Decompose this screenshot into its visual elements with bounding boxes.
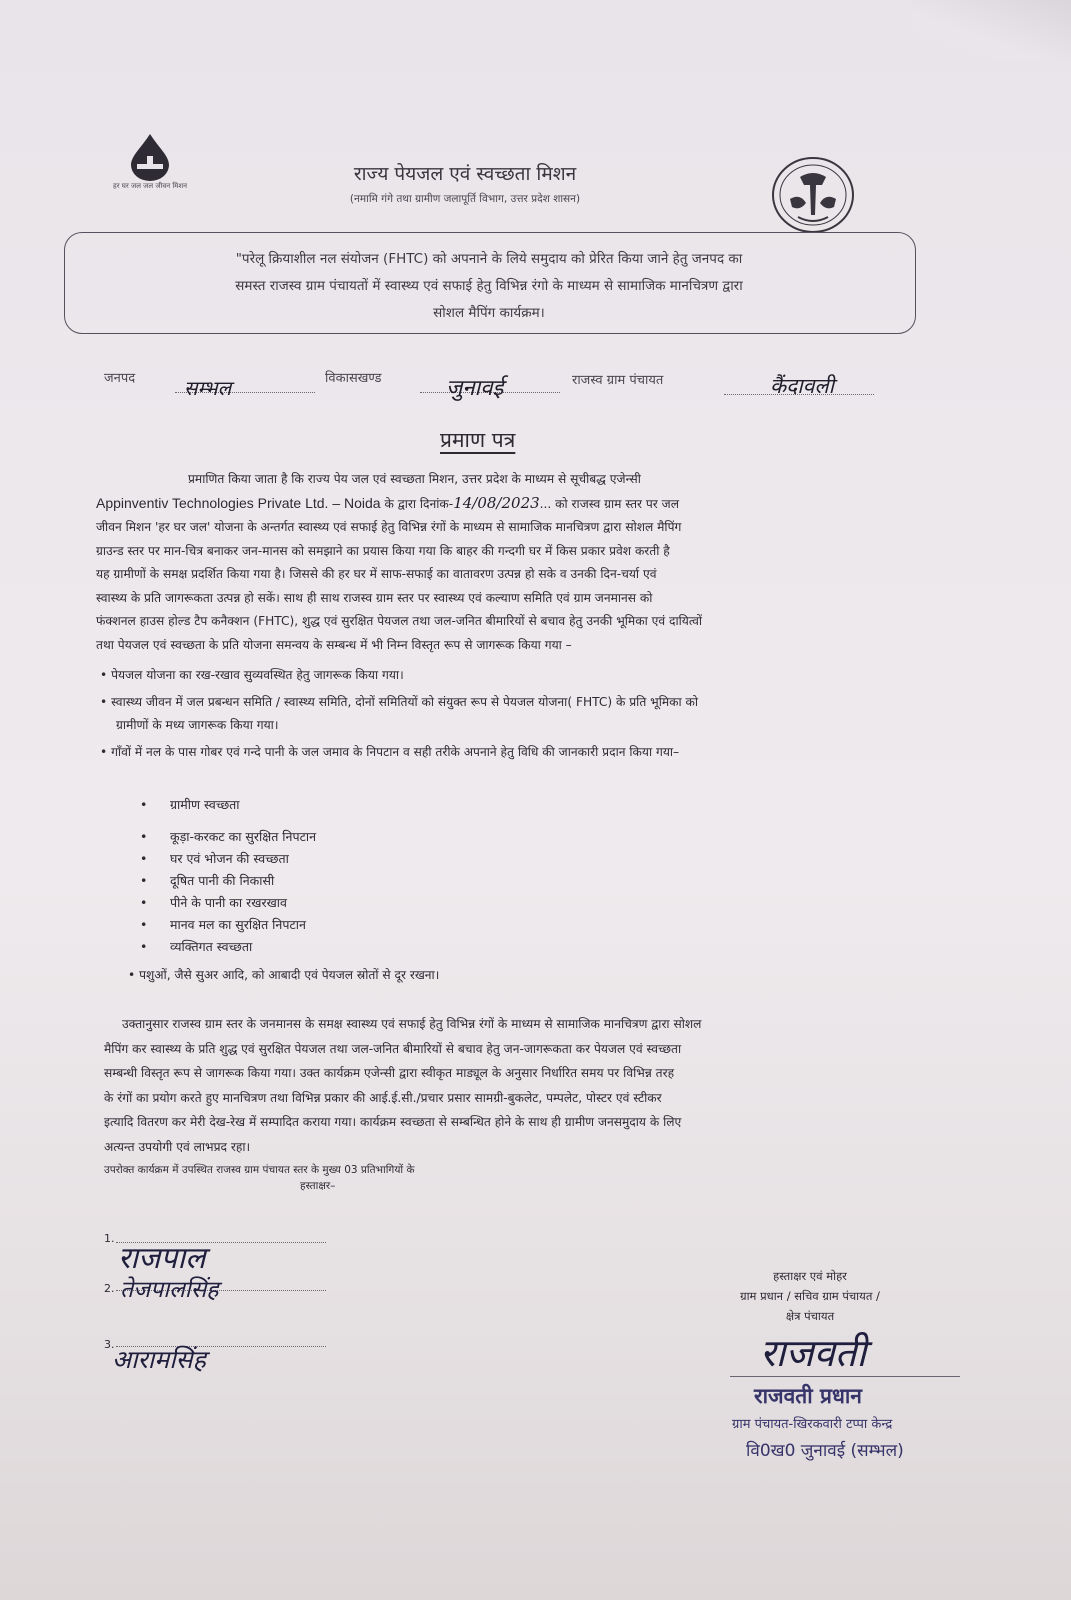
- participant-signature: आरामसिंह: [112, 1345, 206, 1374]
- pradhan-signature: राजवती: [760, 1331, 867, 1375]
- village-value: कैंदावली: [770, 374, 835, 398]
- pradhan-stamp-name: राजवती प्रधान: [754, 1384, 862, 1408]
- mission-title: राज्य पेयजल एवं स्वच्छता मिशन: [353, 163, 577, 185]
- district-value: सम्भल: [184, 376, 232, 400]
- participants-signature-heading: उपरोक्त कार्यक्रम में उपस्थित राजस्व ग्राम पंचायत स्तर के मुख्य 03 प्रतिभागियों के हस्ताक्षर–: [104, 1164, 415, 1192]
- agency-name: Appinventiv Technologies Private Ltd. – Noida: [96, 494, 381, 511]
- sanitation-topics-list: [140, 794, 640, 958]
- list-item: • व्यक्तिगत स्वच्छता: [140, 936, 640, 958]
- logo-caption: हर घर जल जल जीवन मिशन: [112, 182, 187, 190]
- block-label: विकासखण्ड: [325, 371, 382, 386]
- up-government-emblem: [770, 155, 856, 235]
- program-date: 14/08/2023: [453, 493, 540, 512]
- list-item: • दूषित पानी की निकासी: [140, 870, 640, 892]
- bullet-item: • पशुओं, जैसे सुअर आदि, को आबादी एवं पेयजल स्रोतों से दूर रखना।: [128, 968, 440, 982]
- signature-number: 1.: [104, 1232, 115, 1245]
- bullet-item: • गाँवों में नल के पास गोबर एवं गन्दे पानी के जल जमाव के निपटान व सही तरीके अपनाने हेतु विधि की जानकारी प्रदान किया गया–: [100, 745, 680, 759]
- participant-signature: राजपाल: [118, 1241, 206, 1276]
- program-title-text: "परेलू क्रियाशील नल संयोजन (FHTC) को अपनाने के लिये समुदाय को प्रेरित किया जाने हेतु जनपद का समस्त राजस्व ग्राम पंचायतों में स्वास्थ्य एवं सफाई हेतु विभिन्न रंगो के माध्यम से सामाजिक मानचित्रण द्वारा सोशल मैपिंग कार्यक्रम।: [235, 251, 743, 321]
- list-item: • घर एवं भोजन की स्वच्छता: [140, 848, 640, 870]
- certificate-title: प्रमाण पत्र: [440, 428, 516, 452]
- list-item: • पीने के पानी का रखरखाव: [140, 892, 640, 914]
- list-item: • मानव मल का सुरक्षित निपटान: [140, 914, 640, 936]
- pradhan-stamp-block: वि0ख0 जुनावई (सम्भल): [746, 1441, 904, 1461]
- bullet-list: [100, 664, 960, 764]
- bullet-item: • स्वास्थ्य जीवन में जल प्रबन्धन समिति / स्वास्थ्य समिति, दोनों समितियों को संयुक्त रूप से पेयजल योजना( FHTC) के प्रति भूमिका को: [100, 695, 699, 709]
- authority-label: हस्ताक्षर एवं मोहर ग्राम प्रधान / सचिव ग्राम पंचायत / क्षेत्र पंचायत: [740, 1269, 880, 1323]
- mission-subtitle: (नमामि गंगे तथा ग्रामीण जलापूर्ति विभाग, उत्तर प्रदेश शासन): [349, 193, 581, 205]
- signature-number: 3.: [104, 1338, 115, 1351]
- signature-number: 2.: [104, 1282, 115, 1295]
- district-label: जनपद: [104, 371, 136, 386]
- pradhan-signature-line: [730, 1376, 960, 1377]
- jal-jeevan-mission-logo: [110, 132, 190, 190]
- pradhan-stamp-address: ग्राम पंचायत-खिरकवारी टप्पा केन्द्र: [732, 1417, 893, 1432]
- certificate-paragraph-1: प्रमाणित किया जाता है कि राज्य पेय जल एवं स्वच्छता मिशन, उत्तर प्रदेश के माध्यम से सूचीबद्ध एजेन्सी Appinventiv Technologies Private Ltd. – Noida के द्वारा दिनांक-14/08/2023... को राजस्व ग्राम स्तर पर जल जीवन मिशन 'हर घर जल' योजना के अन्तर्गत स्वास्थ्य एवं सफाई हेतु विभिन्न रंगों के माध्यम से सामाजिक मानचित्रण द्वारा सोशल मैपिंग ग्राउन्ड स्तर पर मान-चित्र बनाकर जन-मानस को समझाने का प्रयास किया गया कि बाहर की गन्दगी घर में किस प्रकार प्रवेश करती है यह ग्रामीणों के समक्ष प्रदर्शित किया गया है। जिससे की हर घर में साफ-सफाई का वातावरण उत्पन्न हो सके व उनकी दिन-चर्या एवं स्वास्थ्य के प्रति जागरूकता उत्पन्न हो सकें। साथ ही साथ राजस्व ग्राम स्तर पर स्वास्थ्य एवं कल्याण समिति एवं ग्राम जनमानस को फंक्शनल हाउस होल्ड टैप कनैक्शन (FHTC), शुद्ध एवं सुरक्षित पेयजल तथा जल-जनित बीमारियों से बचाव हेतु उनकी भूमिका एवं दायित्वों तथा पेयजल एवं स्वच्छता के प्रति योजना समन्वय के सम्बन्ध में भी निम्न विस्तृत रूप से जागरूक किया गया –: [96, 472, 702, 652]
- block-value: जुनावई: [446, 376, 504, 401]
- participant-signature: तेजपालसिंह: [120, 1277, 219, 1303]
- village-label: राजस्व ग्राम पंचायत: [572, 373, 664, 388]
- list-item: • कूड़ा-करकट का सुरक्षित निपटान: [140, 826, 640, 848]
- water-drop-icon: [123, 132, 177, 182]
- certificate-paragraph-2: उक्तानुसार राजस्व ग्राम स्तर के जनमानस के समक्ष स्वास्थ्य एवं सफाई हेतु विभिन्न रंगों के माध्यम से सामाजिक मानचित्रण द्वारा सोशल मैपिंग कर स्वास्थ्य के प्रति शुद्ध एवं सुरक्षित पेयजल तथा जल-जनित बीमारियों से बचाव हेतु जन-जागरूकता कर पेयजल एवं स्वच्छता सम्बन्धी विस्तृत रूप से जागरूक किया गया। उक्त कार्यक्रम एजेन्सी द्वारा स्वीकृत माड्यूल के अनुसार निर्धारित समय पर विभिन्न तरह के रंगों का प्रयोग करते हुए मानचित्रण तथा विभिन्न प्रकार की आई.ई.सी./प्रचार प्रसार सामग्री-बुकलेट, पम्पलेट, पोस्टर एवं स्टीकर इत्यादि वितरण कर मेरी देख-रेख में सम्पादित कराया गया। कार्यक्रम स्वच्छता से सम्बन्धित होने के साथ ही ग्रामीण जनसमुदाय के लिए अत्यन्त उपयोगी एवं लाभप्रद रहा।: [104, 1017, 702, 1154]
- list-item: • ग्रामीण स्वच्छता: [140, 794, 640, 816]
- bullet-item: • पेयजल योजना का रख-रखाव सुव्यवस्थित हेतु जागरूक किया गया।: [100, 668, 404, 682]
- bullet-item-continuation: ग्रामीणों के मध्य जागरूक किया गया।: [116, 718, 279, 732]
- paper-fold: [911, 0, 1071, 60]
